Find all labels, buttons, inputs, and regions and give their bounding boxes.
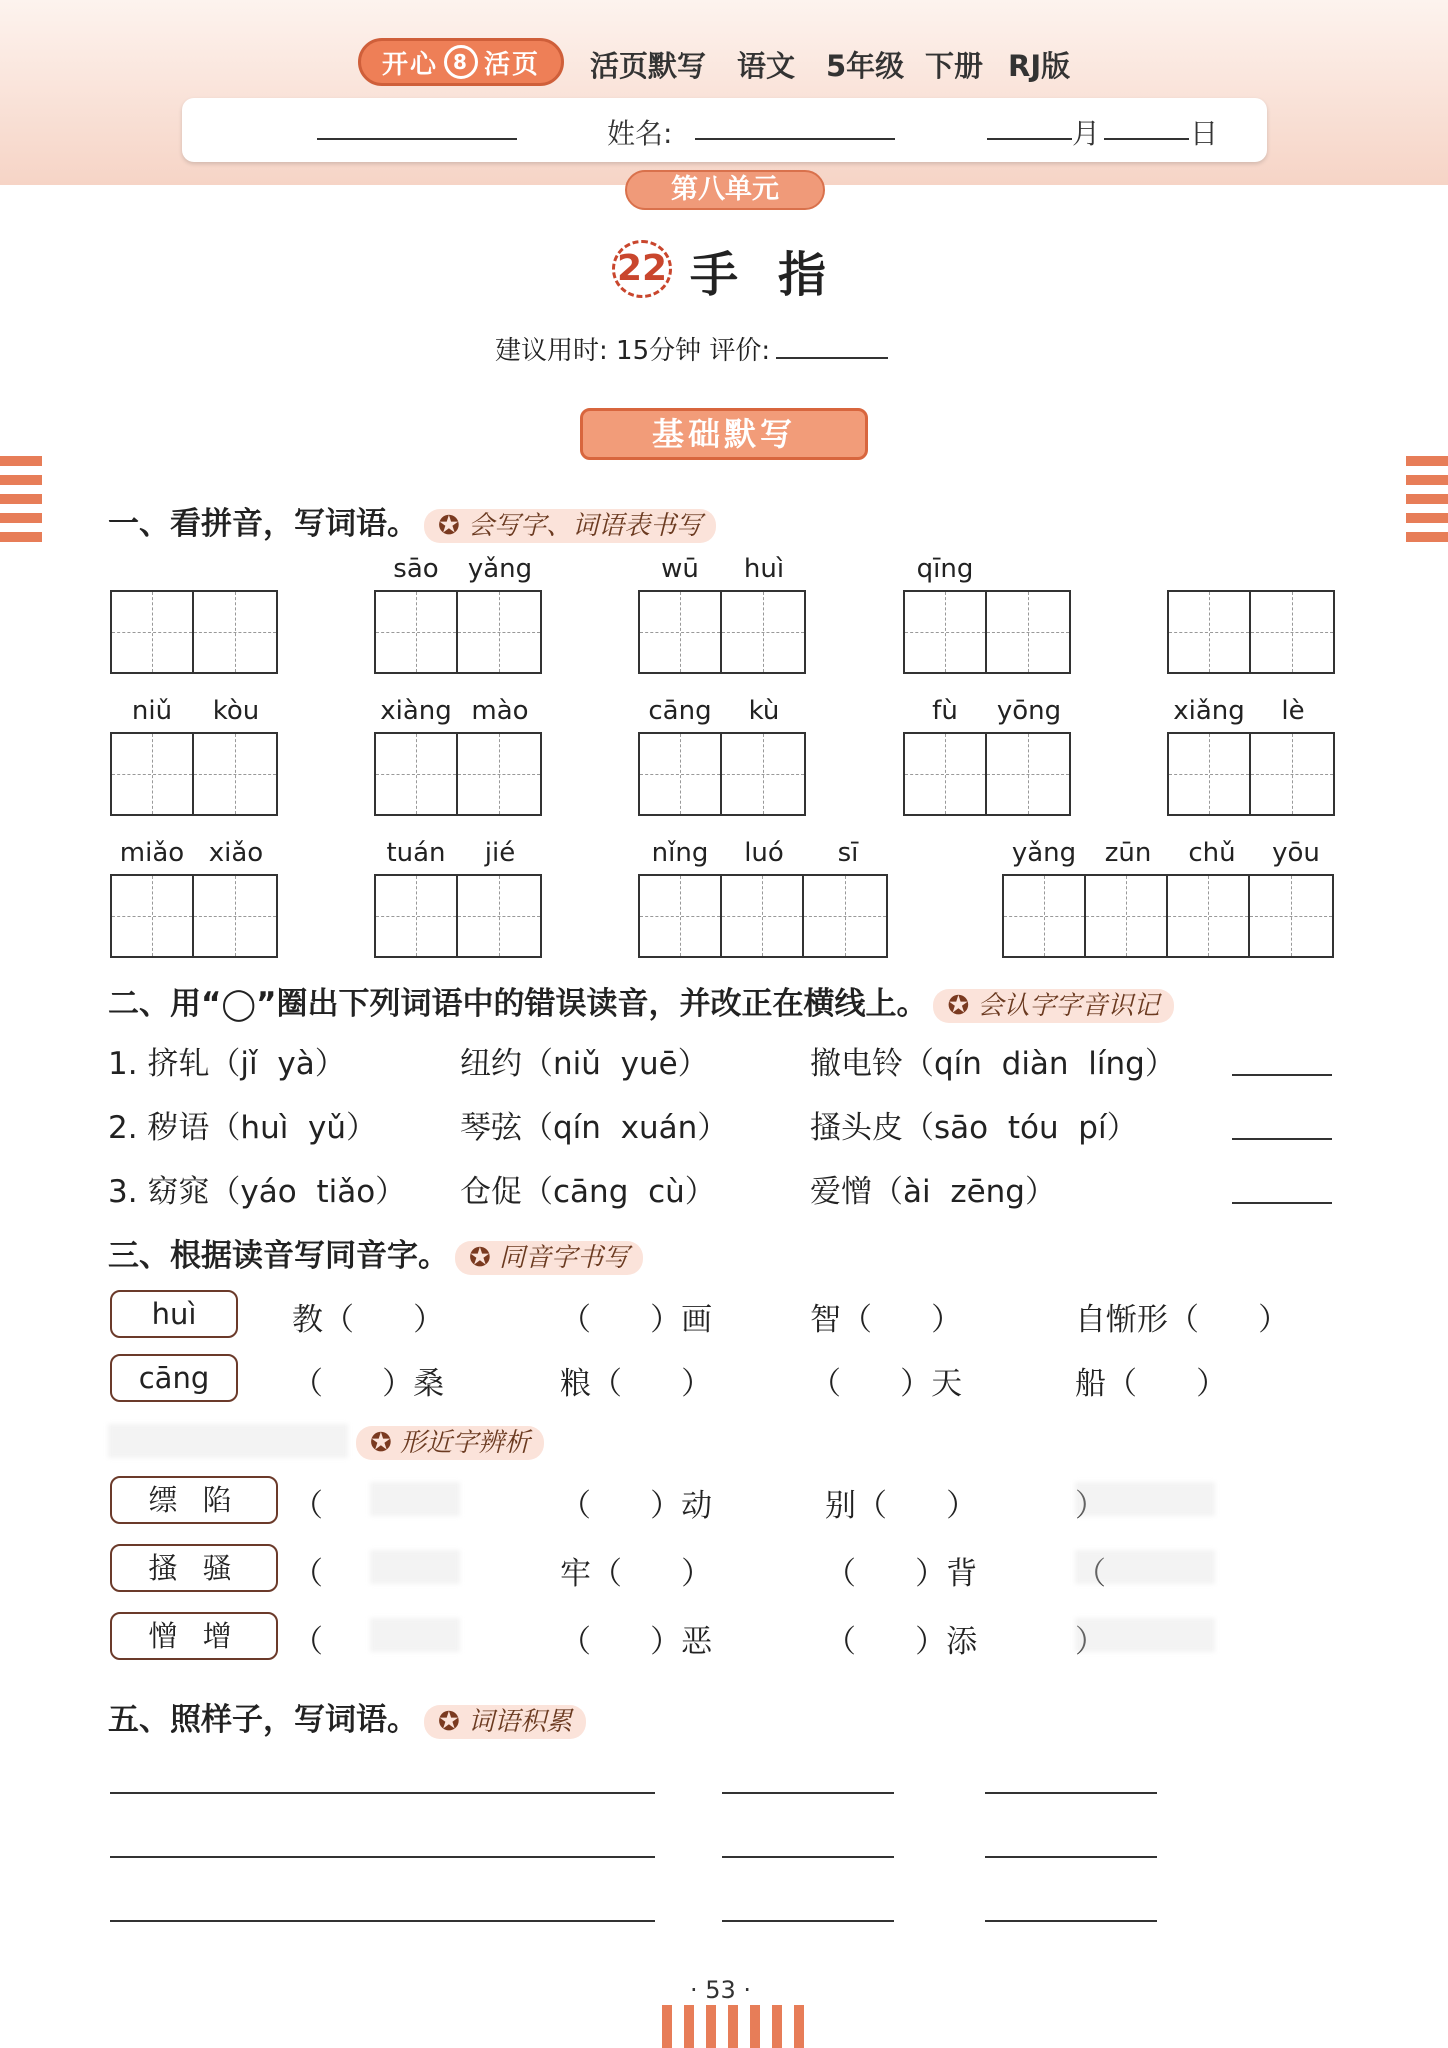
pinyin-item: 3. 窈窕（yáo tiǎo）: [108, 1174, 407, 1210]
pinyin-label: yōng: [996, 696, 1062, 726]
grid-cell[interactable]: [1004, 876, 1086, 956]
pinyin-label: yǎng: [467, 554, 533, 584]
grid-cell[interactable]: [112, 592, 194, 672]
grid-cell[interactable]: [804, 876, 886, 956]
day-label: 日: [1190, 117, 1219, 150]
fill-blank[interactable]: （: [1075, 1556, 1106, 1592]
grid-cell[interactable]: [376, 734, 458, 814]
fill-blank[interactable]: 别（ ）: [825, 1488, 978, 1524]
word-answer-line[interactable]: [110, 1792, 655, 1794]
fill-blank[interactable]: 教（ ）: [292, 1302, 445, 1338]
pinyin-item: 2. 秽语（huì yǔ）: [108, 1110, 378, 1146]
q5-title: 五、照样子，写词语。✪ 词语积累: [108, 1694, 586, 1739]
grid-cell[interactable]: [112, 734, 194, 814]
writing-grid[interactable]: [110, 590, 278, 674]
writing-grid[interactable]: [638, 732, 806, 816]
answer-line[interactable]: [1232, 1074, 1332, 1076]
pinyin-label: xiàng: [380, 696, 452, 726]
q3-title: 三、根据读音写同音字。✪ 同音字书写: [108, 1230, 643, 1275]
grid-cell[interactable]: [376, 592, 458, 672]
fill-blank[interactable]: （ ）桑: [292, 1366, 445, 1402]
grid-cell[interactable]: [722, 876, 804, 956]
grid-cell[interactable]: [376, 876, 458, 956]
pinyin-label: lè: [1281, 696, 1305, 726]
answer-line[interactable]: [1232, 1138, 1332, 1140]
grid-cell[interactable]: [1250, 876, 1332, 956]
q1-title: 一、看拼音，写词语。✪ 会写字、词语表书写: [108, 498, 716, 543]
pinyin-item: 爱憎（ài zēng）: [810, 1174, 1056, 1210]
writing-grid[interactable]: [374, 732, 542, 816]
grid-cell[interactable]: [1251, 592, 1333, 672]
pinyin-label: kù: [748, 696, 780, 726]
fill-blank[interactable]: 粮（ ）: [560, 1366, 713, 1402]
grid-cell[interactable]: [987, 734, 1069, 814]
unit-badge: 第八单元: [625, 170, 825, 210]
blurred-region: [370, 1618, 460, 1652]
pinyin-item: 撤电铃（qín diàn líng）: [810, 1046, 1176, 1082]
pinyin-item: 仓促（cāng cù）: [460, 1174, 716, 1210]
grid-cell[interactable]: [458, 734, 540, 814]
blurred-region: [1075, 1618, 1215, 1652]
fill-blank[interactable]: 牢（ ）: [560, 1556, 713, 1592]
blurred-heading: [108, 1424, 348, 1458]
lesson-title: 手指: [690, 247, 867, 303]
pinyin-key-box: huì: [110, 1290, 238, 1338]
writing-grid[interactable]: [638, 590, 806, 674]
fill-blank[interactable]: （ ）添: [825, 1624, 978, 1660]
blurred-region: [370, 1482, 460, 1516]
grid-cell[interactable]: [1168, 876, 1250, 956]
grid-cell[interactable]: [987, 592, 1069, 672]
grid-cell[interactable]: [640, 592, 722, 672]
pinyin-label: chǔ: [1188, 838, 1236, 868]
pinyin-label: jié: [484, 838, 516, 868]
pinyin-label: yǎng: [1011, 838, 1077, 868]
grid-cell[interactable]: [905, 734, 987, 814]
answer-line[interactable]: [1232, 1202, 1332, 1204]
word-answer-line[interactable]: [722, 1792, 894, 1794]
similar-chars-box: 搔 骚: [110, 1544, 278, 1592]
pinyin-label: qīng: [916, 554, 974, 584]
pinyin-label: cāng: [648, 696, 712, 726]
pinyin-label: mào: [471, 696, 529, 726]
product-label: 活页默写: [590, 49, 707, 83]
name-field[interactable]: [695, 138, 895, 140]
fill-blank[interactable]: （: [292, 1488, 323, 1524]
pinyin-label: xiǎng: [1173, 696, 1245, 726]
month-field[interactable]: [987, 138, 1072, 140]
pinyin-item: 搔头皮（sāo tóu pí）: [810, 1110, 1138, 1146]
writing-grid[interactable]: [374, 874, 542, 958]
day-field[interactable]: [1104, 138, 1189, 140]
lesson-number: 22: [612, 240, 672, 298]
fill-blank[interactable]: （ ）动: [560, 1488, 713, 1524]
grid-cell[interactable]: [194, 734, 276, 814]
similar-chars-box: 缥 陷: [110, 1476, 278, 1524]
word-answer-line[interactable]: [985, 1792, 1157, 1794]
pinyin-label: kòu: [212, 696, 260, 726]
fill-blank[interactable]: 船（ ）: [1075, 1366, 1228, 1402]
grid-cell[interactable]: [1169, 734, 1251, 814]
word-answer-line[interactable]: [722, 1856, 894, 1858]
volume-label: 下册: [925, 49, 984, 83]
word-answer-line[interactable]: [722, 1920, 894, 1922]
grid-cell[interactable]: [722, 734, 804, 814]
pinyin-label: yōu: [1272, 838, 1320, 868]
brand-logo: 开心 8 活页: [358, 38, 564, 86]
fill-blank[interactable]: ）: [1075, 1624, 1106, 1660]
pinyin-label: fù: [932, 696, 958, 726]
word-answer-line[interactable]: [110, 1856, 655, 1858]
fill-blank[interactable]: （: [292, 1624, 323, 1660]
writing-grid[interactable]: [110, 732, 278, 816]
edition-label: RJ版: [1008, 49, 1071, 83]
blurred-region: [1075, 1482, 1215, 1516]
right-stripes: [1406, 456, 1448, 551]
pinyin-item: 1. 挤轧（jǐ yà）: [108, 1046, 346, 1082]
writing-grid[interactable]: [1167, 590, 1335, 674]
grid-cell[interactable]: [1251, 734, 1333, 814]
pinyin-label: xiǎo: [208, 838, 264, 868]
writing-grid[interactable]: [374, 590, 542, 674]
pinyin-label: miǎo: [119, 838, 185, 868]
grid-cell[interactable]: [1086, 876, 1168, 956]
writing-grid[interactable]: [1167, 732, 1335, 816]
footer-stripes: [662, 2005, 804, 2048]
name-label: 姓名:: [607, 117, 673, 150]
fill-blank[interactable]: （ ）背: [825, 1556, 978, 1592]
word-answer-line[interactable]: [110, 1920, 655, 1922]
pinyin-item: 纽约（niǔ yuē）: [460, 1046, 709, 1082]
pinyin-label: nǐng: [651, 838, 709, 868]
section-title: 基础默写: [580, 408, 868, 460]
grid-cell[interactable]: [458, 876, 540, 956]
grid-cell[interactable]: [194, 876, 276, 956]
writing-grid[interactable]: [903, 732, 1071, 816]
grade-label: 5年级: [826, 49, 905, 83]
writing-grid[interactable]: [1002, 874, 1334, 958]
page-number: · 53 ·: [690, 1976, 752, 2004]
fill-blank[interactable]: 自惭形（ ）: [1075, 1302, 1290, 1338]
left-stripes: [0, 456, 42, 551]
grid-cell[interactable]: [112, 876, 194, 956]
word-answer-line[interactable]: [985, 1920, 1157, 1922]
fill-blank[interactable]: （ ）恶: [560, 1624, 713, 1660]
word-answer-line[interactable]: [985, 1856, 1157, 1858]
pinyin-label: luó: [744, 838, 784, 868]
pinyin-label: sāo: [393, 554, 439, 584]
pinyin-key-box: cāng: [110, 1354, 238, 1402]
grid-cell[interactable]: [1169, 592, 1251, 672]
q2-title: 二、用“◯”圈出下列词语中的错误读音，并改正在横线上。✪ 会认字字音识记: [108, 978, 1174, 1023]
grid-cell[interactable]: [640, 876, 722, 956]
blurred-region: [370, 1550, 460, 1584]
grid-cell[interactable]: [458, 592, 540, 672]
writing-grid[interactable]: [110, 874, 278, 958]
writing-grid[interactable]: [903, 590, 1071, 674]
pinyin-label: zūn: [1104, 838, 1152, 868]
pinyin-label: sī: [837, 838, 859, 868]
pinyin-label: huì: [743, 554, 785, 584]
similar-chars-box: 憎 增: [110, 1612, 278, 1660]
grid-cell[interactable]: [722, 592, 804, 672]
grid-cell[interactable]: [905, 592, 987, 672]
name-bar: [182, 98, 1267, 162]
fill-blank[interactable]: 智（ ）: [810, 1302, 963, 1338]
pinyin-label: wū: [661, 554, 699, 584]
q4-title: ✪ 形近字辨析: [350, 1422, 544, 1459]
grid-cell[interactable]: [194, 592, 276, 672]
grid-cell[interactable]: [640, 734, 722, 814]
month-label: 月: [1072, 117, 1101, 150]
writing-grid[interactable]: [638, 874, 888, 958]
pinyin-label: tuán: [386, 838, 446, 868]
subject-label: 语文: [737, 49, 796, 83]
pinyin-item: 琴弦（qín xuán）: [460, 1110, 729, 1146]
pinyin-label: niǔ: [131, 696, 173, 726]
time-hint: 建议用时: 15分钟 评价:: [495, 330, 888, 367]
fill-blank[interactable]: （ ）天: [810, 1366, 963, 1402]
blurred-region: [1075, 1550, 1215, 1584]
fill-blank[interactable]: （: [292, 1556, 323, 1592]
fill-blank[interactable]: ）: [1075, 1488, 1106, 1524]
fill-blank[interactable]: （ ）画: [560, 1302, 713, 1338]
